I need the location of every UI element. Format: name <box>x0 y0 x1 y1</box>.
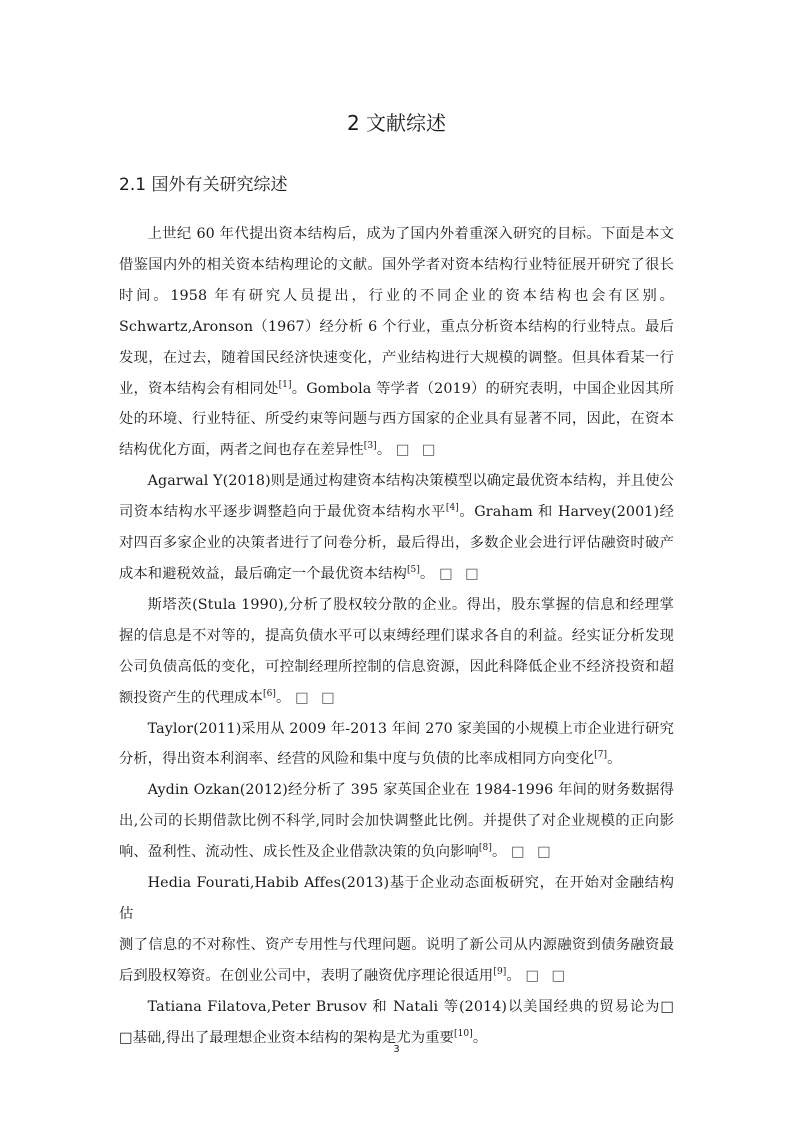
citation[interactable]: [4] <box>445 503 459 514</box>
citation[interactable]: [8] <box>478 843 492 854</box>
paragraph: Tatiana Filatova,Peter Brusov 和 Natali 等(2014)以美国经典的贸易论为□ □基础,得出了最理想企业资本结构的架构是尤为重要[10]。 <box>119 998 674 1046</box>
citation[interactable]: [3] <box>363 441 377 452</box>
body-text <box>119 219 674 1053</box>
placeholder-marks: □ □ <box>439 565 483 582</box>
placeholder-marks: □ □ <box>295 689 339 706</box>
page-number: 3 <box>393 1044 400 1055</box>
citation[interactable]: [9] <box>493 966 507 977</box>
paragraph: 斯塔茨(Stula 1990),分析了股权较分散的企业。得出，股东掌握的信息和经理掌握的信息是不对等的，提高负债水平可以束缚经理们谋求各自的利益。经实证分析发现公司负债高低的变化，可控制经理所控制的信息资源，因此科降低企业不经济投资和超额投资产生的代理成本[6]。 □ □ <box>119 596 674 706</box>
paragraph: Hedia Fourati,Habib Affes(2013)基于企业动态面板研究，在开始对金融结构估 <box>119 875 674 922</box>
paragraph: Taylor(2011)采用从 2009 年-2013 年间 270 家美国的小规模上市企业进行研究分析，得出资本利润率、经营的风险和集中度与负债的比率成相同方向变化[7]。 <box>119 720 674 768</box>
placeholder-marks: □ □ <box>395 442 440 459</box>
citation[interactable]: [6] <box>262 688 277 699</box>
placeholder-marks: □ □ <box>525 967 570 984</box>
paragraph: 上世纪 60 年代提出资本结构后，成为了国内外着重深入研究的目标。下面是本文借鉴国内外的相关资本结构理论的文献。国外学者对资本结构行业特征展开研究了很长时间。1958 年有研究人员提出，行业的不同企业的资本结构也会有区别。Schwartz,Aronson（1967）经分析 6 个行业，重点分析资本结构的行业特点。最后发现，在过去，随着国民经济快速变化，产业结构进行大规模的调整。但具体看某一行业，资本结构会有相同处[1]。Gombola 等学者（2019）的研究表明，中国企业因其所处的环境、行业特征、所受约束等问题与西方国家的企业具有显著不同，因此，在资本结构优化方面，两者之间也存在差异性[3]。 □ □ <box>119 226 674 459</box>
paragraph: Aydin Ozkan(2012)经分析了 395 家英国企业在 1984-1996 年间的财务数据得出,公司的长期借款比例不科学,同时会加快调整此比例。并提供了对企业规模的正向影响、盈利性、流动性、成长性及企业借款决策的负向影响[8]。 □ □ <box>119 782 674 861</box>
placeholder-marks: □ □ <box>511 844 555 861</box>
section-title: 2.1 国外有关研究综述 <box>119 175 288 195</box>
citation[interactable]: [1] <box>278 379 292 390</box>
paragraph: 测了信息的不对称性、资产专用性与代理问题。说明了新公司从内源融资到债务融资最后到股权筹资。在创业公司中，表明了融资优序理论很适用[9]。 □ □ <box>119 936 674 984</box>
citation[interactable]: [7] <box>594 750 608 761</box>
citation[interactable]: [10] <box>453 1028 473 1039</box>
chapter-title: 2 文献综述 <box>346 111 447 135</box>
citation[interactable]: [5] <box>406 564 420 575</box>
paragraph: Agarwal Y(2018)则是通过构建资本结构决策模型以确定最优资本结构，并且使公司资本结构水平逐步调整趋向于最优资本结构水平[4]。Graham 和 Harvey(2001)经对四百多家企业的决策者进行了问卷分析，最后得出，多数企业会进行评估融资时破产成本和避税效益，最后确定一个最优资本结构[5]。 □ □ <box>119 473 675 582</box>
